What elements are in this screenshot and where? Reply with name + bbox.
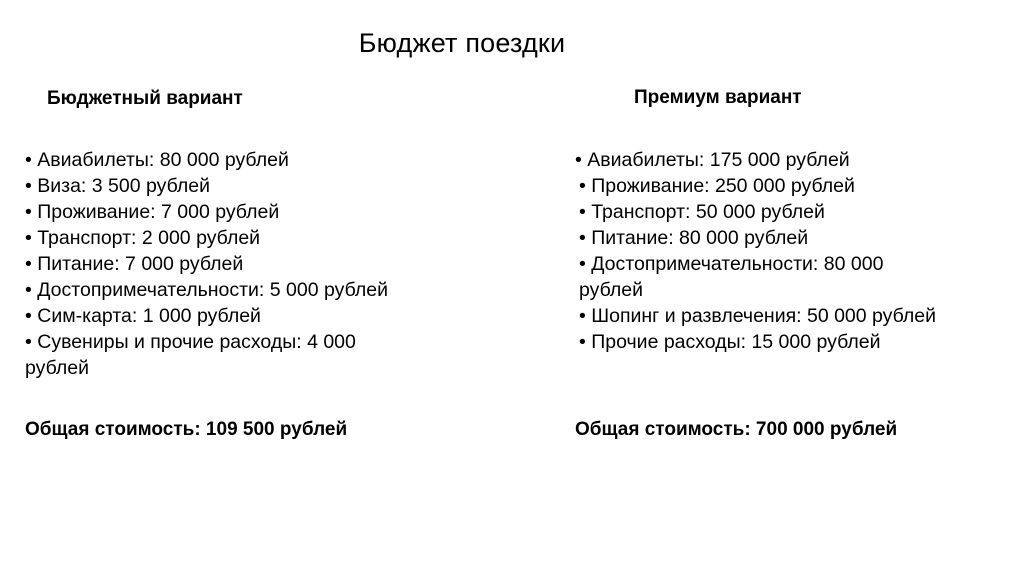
page-title: Бюджет поездки (358, 28, 566, 58)
premium-items-list (575, 147, 995, 355)
premium-total: Общая стоимость: 700 000 рублей (575, 419, 898, 440)
list-item: • Авиабилеты: 80 000 рублей (25, 149, 289, 171)
list-item: • Виза: 3 500 рублей (25, 175, 210, 197)
list-item: • Сим-карта: 1 000 рублей (25, 305, 261, 327)
premium-heading: Премиум вариант (634, 87, 802, 108)
list-item: • Шопинг и развлечения: 50 000 рублей (579, 305, 937, 327)
list-item: • Питание: 7 000 рублей (25, 253, 244, 275)
list-item: • Проживание: 7 000 рублей (25, 201, 280, 223)
budget-items-list (25, 147, 465, 381)
list-item: • Авиабилеты: 175 000 рублей (575, 149, 850, 171)
budget-heading: Бюджетный вариант (47, 88, 243, 109)
list-item: • Достопримечательности: 5 000 рублей (25, 279, 388, 301)
list-item: • Сувениры и прочие расходы: 4 000 рублей (25, 331, 356, 379)
list-item: • Транспорт: 50 000 рублей (579, 201, 825, 223)
list-item: • Прочие расходы: 15 000 рублей (579, 331, 881, 353)
list-item: • Достопримечательности: 80 000 рублей (579, 253, 884, 301)
budget-total: Общая стоимость: 109 500 рублей (25, 419, 348, 440)
list-item: • Транспорт: 2 000 рублей (25, 227, 261, 249)
list-item: • Питание: 80 000 рублей (579, 227, 809, 249)
list-item: • Проживание: 250 000 рублей (579, 175, 855, 197)
